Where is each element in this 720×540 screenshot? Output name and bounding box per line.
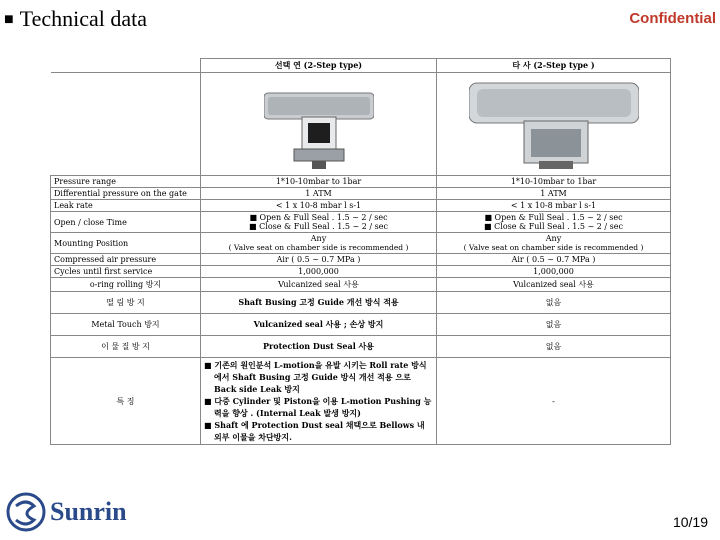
value-line: ■ Close & Full Seal . 1.5 ~ 2 / sec — [249, 222, 388, 231]
table-row — [51, 176, 671, 188]
table-row — [51, 336, 671, 358]
product-image-competitor — [437, 73, 671, 176]
sunrin-emblem-icon — [6, 492, 46, 532]
table-header-row — [51, 59, 671, 73]
row-label: 이 물 질 방 지 — [51, 336, 201, 358]
row-label: Cycles until first service — [51, 266, 201, 278]
row-label: o-ring rolling 방지 — [51, 278, 201, 292]
row-label: 떨 림 방 지 — [51, 292, 201, 314]
value-ours: Shaft Busing 고정 Guide 개선 방식 적용 — [201, 292, 437, 314]
feature-row — [51, 358, 671, 445]
value-competitor: - — [437, 358, 671, 445]
table-row — [51, 254, 671, 266]
value-line: Any — [545, 234, 562, 243]
row-label: Leak rate — [51, 200, 201, 212]
value-ours — [201, 212, 437, 233]
value-competitor: 없음 — [437, 292, 671, 314]
value-line: ■ Open & Full Seal . 1.5 ~ 2 / sec — [484, 213, 623, 222]
header-cell-competitor: 타 사 (2-Step type ) — [437, 59, 671, 73]
value-competitor: 1 ATM — [437, 188, 671, 200]
row-label: Compressed air pressure — [51, 254, 201, 266]
table-row — [51, 278, 671, 292]
value-competitor: 1,000,000 — [437, 266, 671, 278]
value-ours: Vulcanized seal 사용 ; 손상 방지 — [201, 314, 437, 336]
value-ours: Vulcanized seal 사용 — [201, 278, 437, 292]
value-competitor: 없음 — [437, 336, 671, 358]
value-note: ( Valve seat on chamber side is recommended ) — [463, 243, 644, 252]
table-row — [51, 200, 671, 212]
row-label: Differential pressure on the gate — [51, 188, 201, 200]
company-logo — [6, 492, 127, 532]
value-competitor: 없음 — [437, 314, 671, 336]
value-note: ( Valve seat on chamber side is recommended ) — [228, 243, 409, 252]
feature-list — [201, 358, 437, 445]
row-label: Metal Touch 방지 — [51, 314, 201, 336]
value-competitor: < 1 x 10-8 mbar l s-1 — [437, 200, 671, 212]
table-row — [51, 292, 671, 314]
spec-table — [50, 58, 671, 445]
value-ours: 1,000,000 — [201, 266, 437, 278]
value-ours: Protection Dust Seal 사용 — [201, 336, 437, 358]
value-competitor — [437, 212, 671, 233]
logo-text: Sunrin — [50, 497, 127, 526]
header-cell-ours: 선택 연 (2-Step type) — [201, 59, 437, 73]
value-line: Any — [310, 234, 327, 243]
feature-item: ■ 다중 Cylinder 및 Piston을 이용 L-motion Pushing 능력을 향상 . (Internal Leak 발생 방지) — [204, 396, 432, 418]
table-row — [51, 212, 671, 233]
table-row — [51, 233, 671, 254]
value-ours: Air ( 0.5 ~ 0.7 MPa ) — [201, 254, 437, 266]
value-ours: 1 ATM — [201, 188, 437, 200]
row-label: Pressure range — [51, 176, 201, 188]
table-row — [51, 266, 671, 278]
value-ours: 1*10-10mbar to 1bar — [201, 176, 437, 188]
value-line: ■ Close & Full Seal . 1.5 ~ 2 / sec — [484, 222, 623, 231]
title-bullet: ■ — [4, 11, 14, 28]
feature-item: ■ 기존의 원인분석 L-motion을 유발 시키는 Roll rate 방식에서 Shaft Busing 고정 Guide 방식 개선 적용 으로 Back side Leak 방지 — [204, 360, 427, 394]
value-competitor: 1*10-10mbar to 1bar — [437, 176, 671, 188]
page-title — [4, 6, 147, 32]
table-row — [51, 188, 671, 200]
value-competitor: Vulcanized seal 사용 — [437, 278, 671, 292]
row-label: 특 징 — [51, 358, 201, 445]
title-text: Technical data — [19, 6, 147, 31]
confidential-label: Confidential — [629, 10, 716, 27]
value-ours: < 1 x 10-8 mbar l s-1 — [201, 200, 437, 212]
feature-item: ■ Shaft 에 Protection Dust seal 채택으로 Bellows 내 외부 이물을 차단방지. — [204, 420, 425, 442]
gate-valve-image-competitor — [469, 75, 639, 171]
row-label: Mounting Position — [51, 233, 201, 254]
value-line: ■ Open & Full Seal . 1.5 ~ 2 / sec — [249, 213, 388, 222]
header-cell-blank — [51, 59, 201, 73]
value-competitor — [437, 233, 671, 254]
table-row — [51, 314, 671, 336]
image-row — [51, 73, 671, 176]
value-ours — [201, 233, 437, 254]
row-label: Open / close Time — [51, 212, 201, 233]
page-number: 10/19 — [672, 514, 708, 530]
value-competitor: Air ( 0.5 ~ 0.7 MPa ) — [437, 254, 671, 266]
gate-valve-image-ours — [264, 75, 374, 171]
product-image-ours — [201, 73, 437, 176]
